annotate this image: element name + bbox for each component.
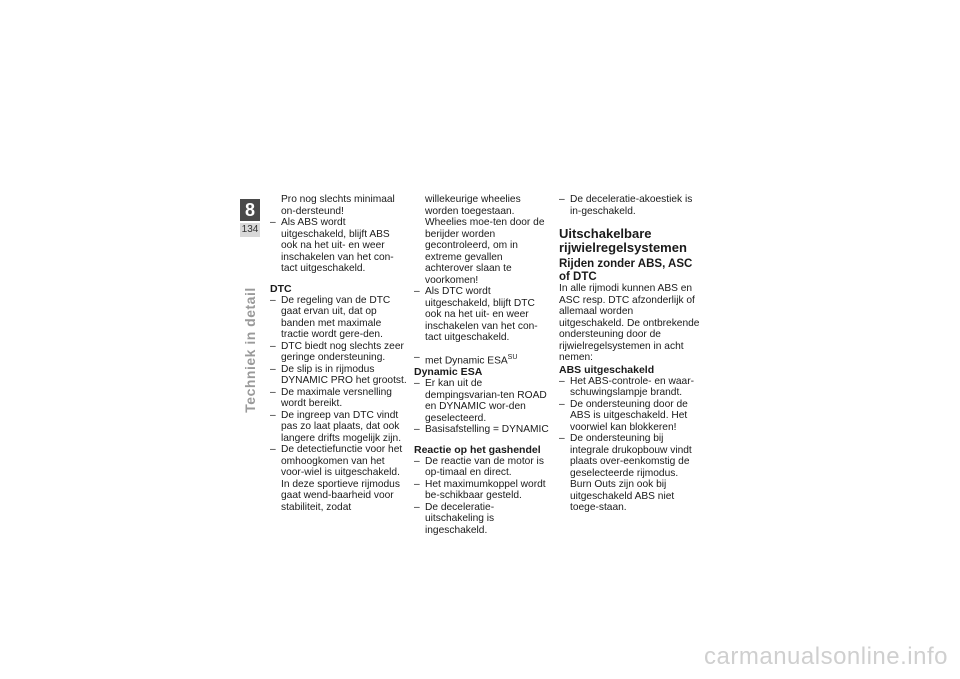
chapter-number: 8 <box>240 199 260 221</box>
continued-text: willekeurige wheelies worden toegestaan. Wheelies moe-ten door de berijder worden gecontroleerd, om in extreme gevallen achterover slaan te voorkomen! <box>425 194 545 286</box>
list-item: – De ondersteuning bij integrale drukopbouw vindt plaats over-eenkomstig de geselecteerde rijmodus. Burn Outs zijn ook bij uitgeschakeld ABS niet toege-staan. <box>559 433 701 514</box>
list-item: – De ondersteuning door de ABS is uitgeschakeld. Het voorwiel kan blokkeren! <box>559 399 701 434</box>
chapter-title: Techniek in detail <box>242 287 258 413</box>
list-item: – De reactie van de motor is op-timaal en direct. <box>414 456 552 479</box>
column-2 <box>414 194 552 536</box>
list-item: – Het maximumkoppel wordt be-schikbaar gesteld. <box>414 479 552 502</box>
list-item: – De regeling van de DTC gaat ervan uit, dat op banden met maximale tractie wordt gere-den. <box>270 295 408 341</box>
intro-paragraph: In alle rijmodi kunnen ABS en ASC resp. DTC afzonderlijk of allemaal worden uitgeschakeld. De ontbrekende ondersteuning door de rijwielregelsystemen in acht nemen: <box>559 283 700 363</box>
column-1 <box>270 194 408 513</box>
dtc-heading: DTC <box>270 282 292 295</box>
throttle-heading: Reactie op het gashendel <box>414 443 541 456</box>
list-item: – De deceleratie-akoestiek is in-geschakeld. <box>559 194 701 217</box>
esa-heading: Dynamic ESA <box>414 366 483 379</box>
list-item: – Als DTC wordt uitgeschakeld, blijft DTC ook na het uit- en weer inschakelen van het con-tact uitgeschakeld. <box>414 286 552 344</box>
list-item: – Er kan uit de dempingsvarian-ten ROAD en DYNAMIC wor-den geselecteerd. <box>414 378 552 424</box>
list-item: – Als ABS wordt uitgeschakeld, blijft ABS ook na het uit- en weer inschakelen van het con-tact uitgeschakeld. <box>270 217 408 275</box>
list-item: – De ingreep van DTC vindt pas zo laat plaats, dat ook langere drifts mogelijk zijn. <box>270 410 408 445</box>
list-item: – De maximale versnelling wordt bereikt. <box>270 387 408 410</box>
list-item: – Basisafstelling = DYNAMIC <box>414 424 552 436</box>
column-3 <box>559 194 701 514</box>
list-item: – De deceleratie-uitschakeling is ingeschakeld. <box>414 502 552 537</box>
list-item: – De detectiefunctie voor het omhoogkomen van het voor-wiel is uitgeschakeld. In deze sportieve rijmodus gaat wend-baarheid voor stabiliteit, zodat <box>270 444 408 513</box>
continued-text: Pro nog slechts minimaal on-dersteund! <box>281 194 395 217</box>
list-item: – DTC biedt nog slechts zeer geringe ondersteuning. <box>270 341 408 364</box>
list-item: – De slip is in rijmodus DYNAMIC PRO het grootst. <box>270 364 408 387</box>
page-number: 134 <box>241 224 259 235</box>
watermark: carmanualsonline.info <box>704 643 948 670</box>
list-item: – Het ABS-controle- en waar-schuwingslampje brandt. <box>559 376 701 399</box>
esa-condition-text: met Dynamic ESA <box>425 354 508 366</box>
esa-sup: SU <box>507 353 518 361</box>
subsection-title: Rijden zonder ABS, ASC of DTC <box>559 258 693 283</box>
esa-condition-item <box>414 352 552 367</box>
section-title: Uitschakelbare rijwielregelsystemen <box>559 226 687 255</box>
abs-heading: ABS uitgeschakeld <box>559 363 655 376</box>
